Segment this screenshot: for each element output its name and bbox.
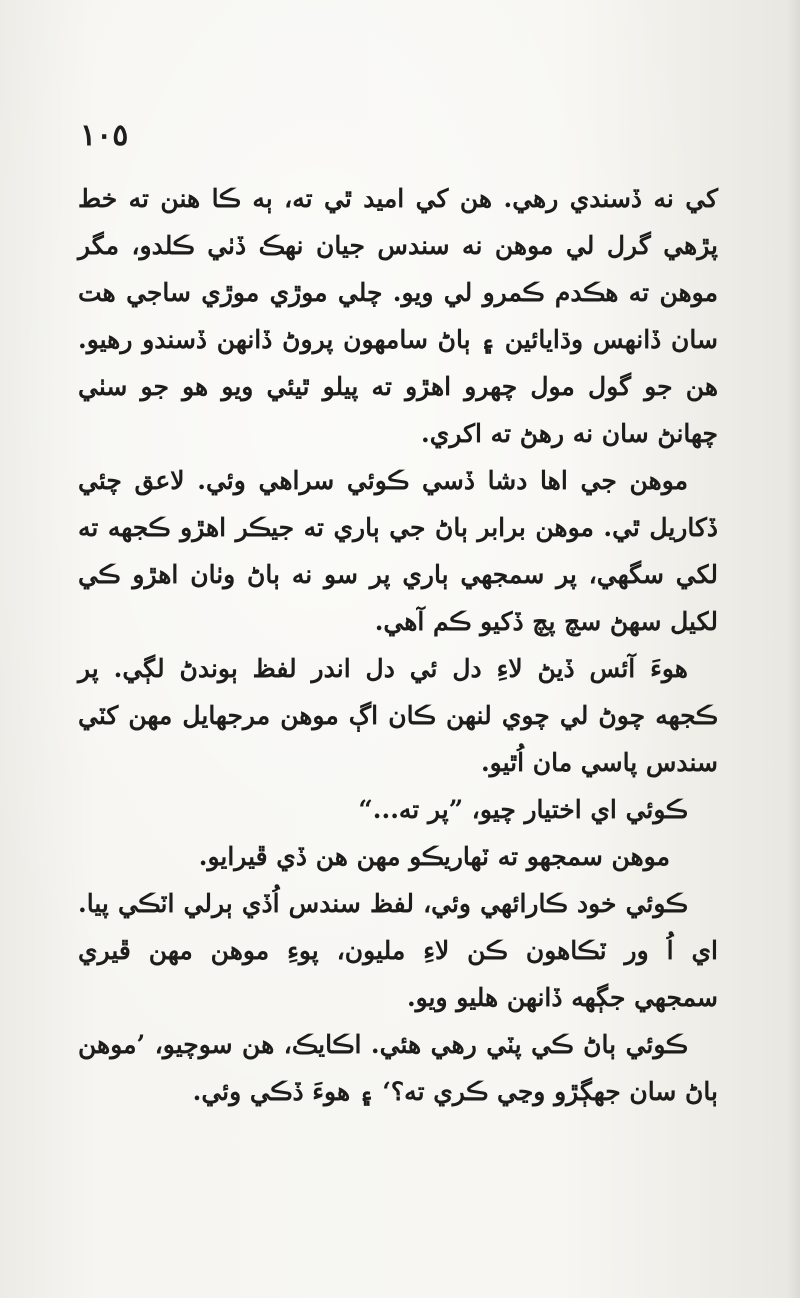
paragraph-5: موهن سمجهو ته ٽهاريڪو مهن هن ڏي ڦيرايو. — [198, 842, 670, 871]
paragraph-3: هوءَ آئس ڏيڻ لاءِ دل ئي دل اندر لفظ ٻوندڻ لڳي. پر ڪجهه چوڻ لي چوي لنهن ڪان اڳ موهن مرجهايل مهن کٽي سندس پاسي مان اُٿيو. — [78, 654, 718, 777]
paragraph-7: ڪوئي ٻاڻ ڪي پٽي رهي هئي. اڪايڪ، هن سوچيو، ’موهن ٻاڻ سان جهڳڙو وڃي ڪري ته؟‘ ۽ هوءَ ڏڪي وئي. — [78, 1030, 718, 1106]
body-text — [78, 175, 718, 1115]
page-number: ١٠٥ — [80, 118, 129, 153]
paragraph-1: کي نه ڏسندي رهي. هن کي اميد ٿي ته، ٻه ڪا هنن ته خط پڙهي گرل لي موهن نه سندس جيان نهڪ ڏٺي ڪلدو، مگر موهن ته هڪدم ڪمرو لي ويو. چلي موڙي موڙي ساجي هت سان ڏانهس وڌايائين ۽ ٻاڻ سامهون پروڻ ڏانهن ڏسندو رهيو. هن جو گول مول چهرو اهڙو ته پيلو ٿيئي ويو هو جو سٺي چهانڻ سان نه رهڻ ته اکري. — [78, 184, 718, 448]
paragraph-6: ڪوئي خود ڪارائهي وئي، لفظ سندس اُڏي ٻرلي اٽڪي پيا. اي اُ ور ٽڪاهون ڪن لاءِ مليون، پوءِ موهن مهن ڦيري سمجهي جڳهه ڏانهن هليو ويو. — [78, 889, 718, 1012]
page-edge-shadow — [786, 0, 800, 1298]
paragraph-4: ڪوئي اي اختيار چيو، ”پر ته...“ — [358, 795, 688, 824]
paragraph-2: موهن جي اها دشا ڏسي ڪوئي سراهي وئي. لاعق چئي ڏکاريل ٿي. موهن برابر ٻاڻ جي ٻاري ته جيڪر اهڙو ڪجهه ته لکي سگهي، پر سمجهي ٻاري پر سو نه ٻاڻ وٺان اهڙو ڪي لکيل سهڻ سچ پچ ڏکيو ڪم آهي. — [78, 466, 718, 636]
